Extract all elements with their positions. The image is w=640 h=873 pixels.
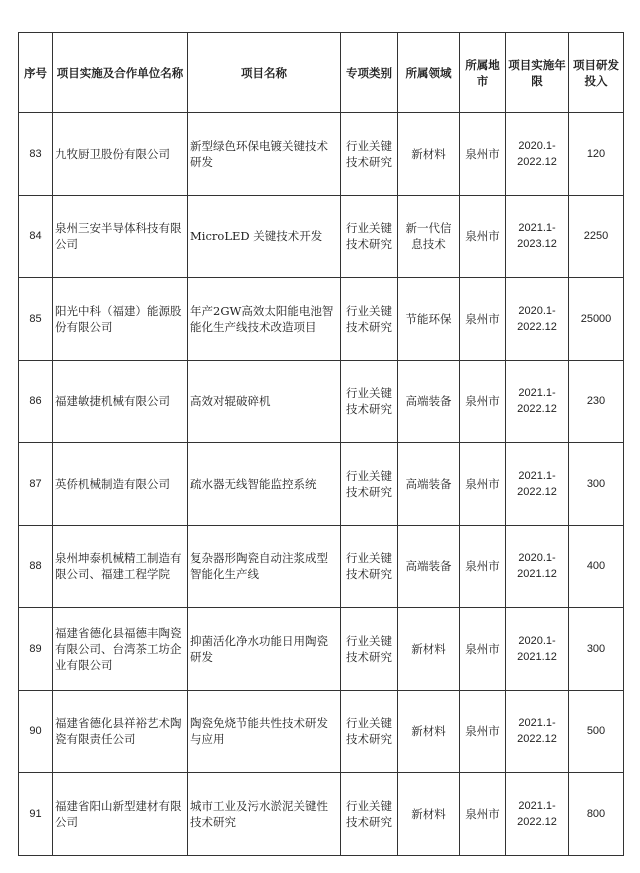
table-row — [19, 690, 624, 773]
table-row — [19, 773, 624, 856]
cell-city: 泉州市 — [460, 278, 506, 361]
cell-project: MicroLED 关键技术开发 — [188, 195, 341, 278]
cell-field: 新材料 — [398, 773, 460, 856]
cell-investment: 25000 — [569, 278, 624, 361]
cell-category: 行业关键技术研究 — [341, 195, 398, 278]
cell-project: 陶瓷免烧节能共性技术研发与应用 — [188, 690, 341, 773]
cell-project: 高效对辊破碎机 — [188, 360, 341, 443]
cell-period: 2021.1-2022.12 — [506, 773, 569, 856]
cell-no: 87 — [19, 443, 53, 526]
cell-no: 86 — [19, 360, 53, 443]
cell-field: 高端装备 — [398, 525, 460, 608]
table-row — [19, 278, 624, 361]
cell-project: 疏水器无线智能监控系统 — [188, 443, 341, 526]
header-period: 项目实施年限 — [506, 33, 569, 113]
table-row — [19, 608, 624, 691]
project-table — [18, 32, 624, 856]
cell-unit: 福建省阳山新型建材有限公司 — [53, 773, 188, 856]
cell-city: 泉州市 — [460, 113, 506, 196]
cell-period: 2021.1-2022.12 — [506, 690, 569, 773]
cell-unit: 英侨机械制造有限公司 — [53, 443, 188, 526]
cell-period: 2020.1-2022.12 — [506, 113, 569, 196]
table-row — [19, 195, 624, 278]
cell-period: 2020.1-2021.12 — [506, 608, 569, 691]
cell-unit: 福建省德化县祥裕艺术陶瓷有限责任公司 — [53, 690, 188, 773]
cell-period: 2020.1-2022.12 — [506, 278, 569, 361]
cell-no: 84 — [19, 195, 53, 278]
cell-city: 泉州市 — [460, 773, 506, 856]
cell-no: 91 — [19, 773, 53, 856]
cell-no: 88 — [19, 525, 53, 608]
cell-city: 泉州市 — [460, 608, 506, 691]
cell-unit: 福建省德化县福德丰陶瓷有限公司、台湾茶工坊企业有限公司 — [53, 608, 188, 691]
cell-city: 泉州市 — [460, 360, 506, 443]
cell-investment: 800 — [569, 773, 624, 856]
cell-project: 城市工业及污水淤泥关键性技术研究 — [188, 773, 341, 856]
header-category: 专项类别 — [341, 33, 398, 113]
header-investment: 项目研发投入 — [569, 33, 624, 113]
cell-category: 行业关键技术研究 — [341, 113, 398, 196]
cell-investment: 500 — [569, 690, 624, 773]
table-row — [19, 360, 624, 443]
header-project: 项目名称 — [188, 33, 341, 113]
cell-period: 2020.1-2021.12 — [506, 525, 569, 608]
cell-no: 89 — [19, 608, 53, 691]
cell-unit: 九牧厨卫股份有限公司 — [53, 113, 188, 196]
cell-field: 新一代信息技术 — [398, 195, 460, 278]
cell-investment: 300 — [569, 443, 624, 526]
cell-unit: 福建敏捷机械有限公司 — [53, 360, 188, 443]
cell-unit: 泉州三安半导体科技有限公司 — [53, 195, 188, 278]
cell-project: 复杂器形陶瓷自动注浆成型智能化生产线 — [188, 525, 341, 608]
cell-period: 2021.1-2022.12 — [506, 360, 569, 443]
cell-category: 行业关键技术研究 — [341, 525, 398, 608]
header-city: 所属地市 — [460, 33, 506, 113]
cell-city: 泉州市 — [460, 525, 506, 608]
cell-city: 泉州市 — [460, 443, 506, 526]
cell-no: 90 — [19, 690, 53, 773]
cell-period: 2021.1-2023.12 — [506, 195, 569, 278]
cell-category: 行业关键技术研究 — [341, 443, 398, 526]
cell-investment: 2250 — [569, 195, 624, 278]
cell-field: 节能环保 — [398, 278, 460, 361]
cell-field: 新材料 — [398, 690, 460, 773]
cell-category: 行业关键技术研究 — [341, 690, 398, 773]
header-row — [19, 33, 624, 113]
cell-investment: 230 — [569, 360, 624, 443]
cell-field: 高端装备 — [398, 443, 460, 526]
cell-category: 行业关键技术研究 — [341, 278, 398, 361]
cell-city: 泉州市 — [460, 195, 506, 278]
cell-project: 抑菌活化净水功能日用陶瓷研发 — [188, 608, 341, 691]
cell-project: 新型绿色环保电镀关键技术研发 — [188, 113, 341, 196]
cell-investment: 400 — [569, 525, 624, 608]
cell-period: 2021.1-2022.12 — [506, 443, 569, 526]
cell-investment: 120 — [569, 113, 624, 196]
cell-category: 行业关键技术研究 — [341, 360, 398, 443]
header-unit: 项目实施及合作单位名称 — [53, 33, 188, 113]
cell-no: 83 — [19, 113, 53, 196]
table-row — [19, 443, 624, 526]
cell-investment: 300 — [569, 608, 624, 691]
cell-unit: 阳光中科（福建）能源股份有限公司 — [53, 278, 188, 361]
cell-category: 行业关键技术研究 — [341, 773, 398, 856]
header-field: 所属领域 — [398, 33, 460, 113]
cell-unit: 泉州坤泰机械精工制造有限公司、福建工程学院 — [53, 525, 188, 608]
cell-city: 泉州市 — [460, 690, 506, 773]
cell-category: 行业关键技术研究 — [341, 608, 398, 691]
table-row — [19, 525, 624, 608]
cell-field: 新材料 — [398, 113, 460, 196]
cell-field: 高端装备 — [398, 360, 460, 443]
header-no: 序号 — [19, 33, 53, 113]
cell-project: 年产2GW高效太阳能电池智能化生产线技术改造项目 — [188, 278, 341, 361]
table-row — [19, 113, 624, 196]
cell-field: 新材料 — [398, 608, 460, 691]
cell-no: 85 — [19, 278, 53, 361]
